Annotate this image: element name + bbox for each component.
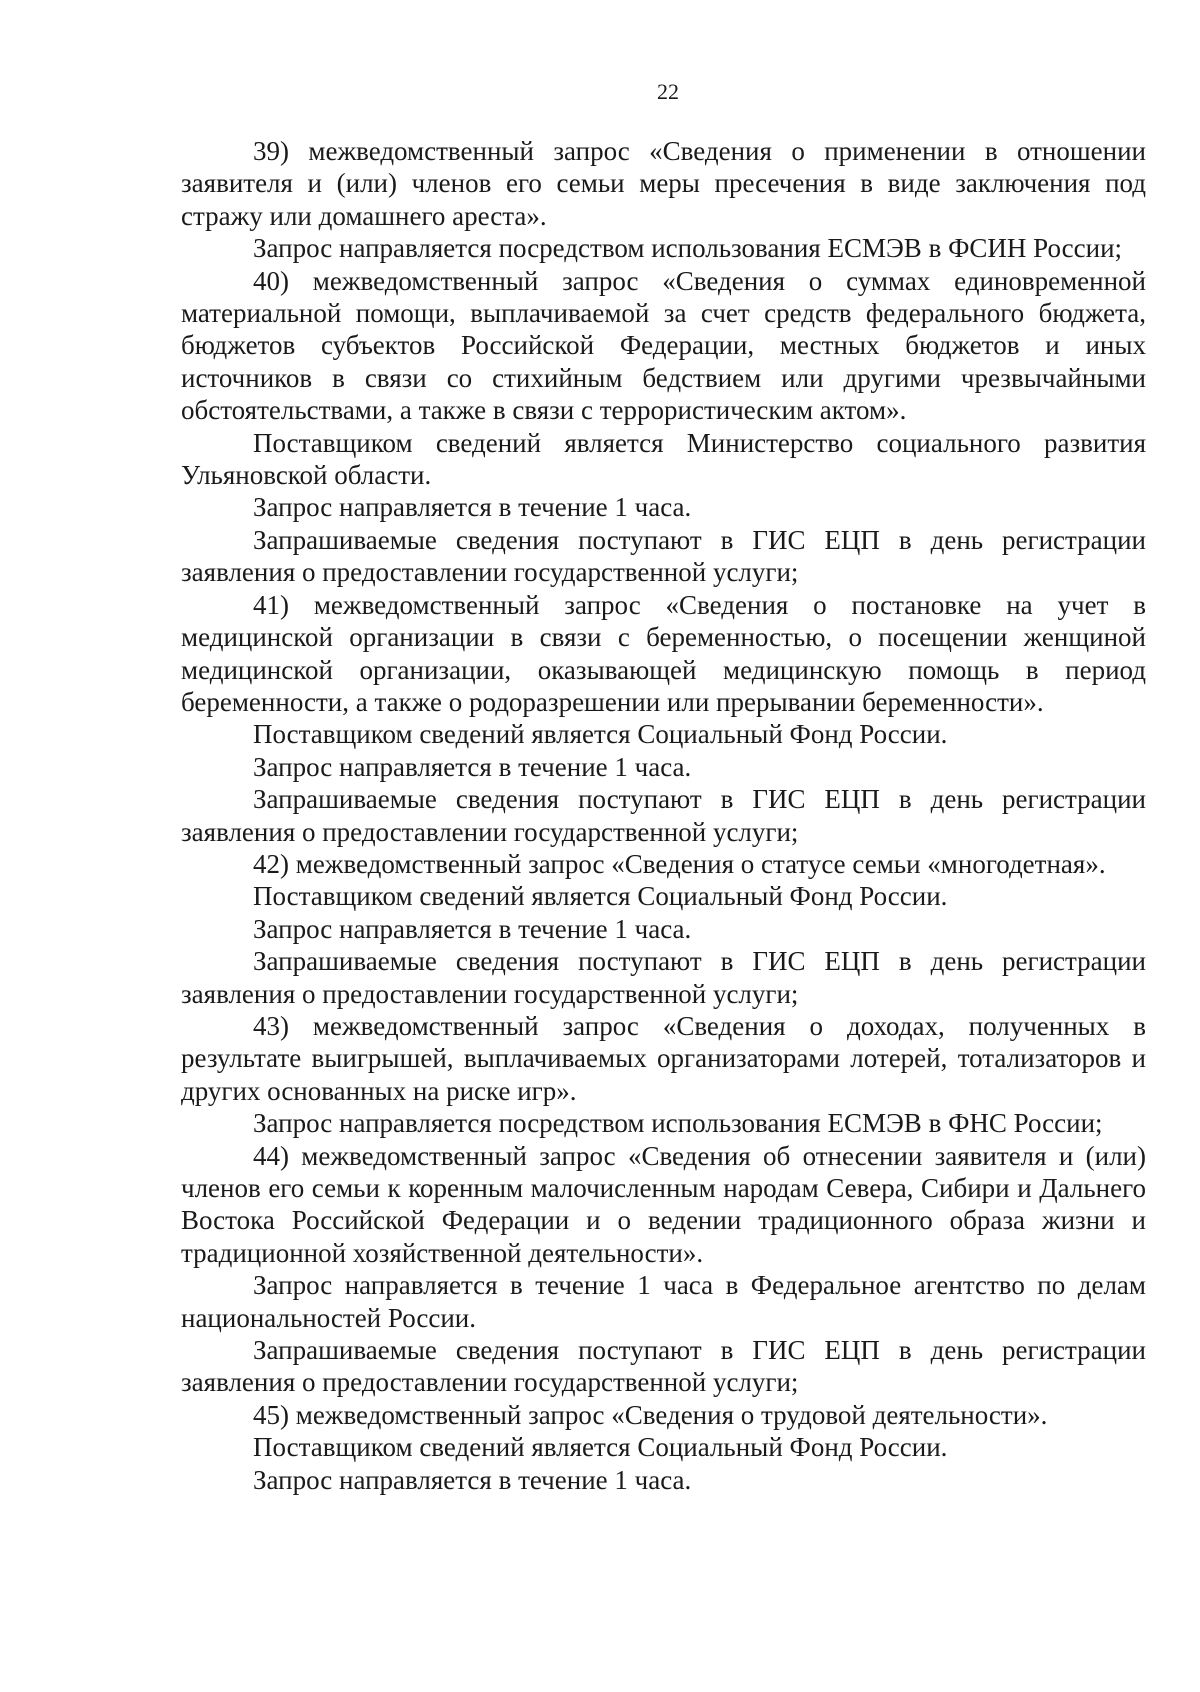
paragraph-41-timing: Запрос направляется в течение 1 часа.	[253, 751, 692, 782]
paragraph-43-method: Запрос направляется посредством использования ЕСМЭВ в ФНС России;	[253, 1108, 1103, 1139]
paragraph-44-timing: Запрос направляется в течение 1 часа в Федеральное агентство по делам национальностей России.	[181, 1270, 1146, 1333]
paragraph-40-receipt: Запрашиваемые сведения поступают в ГИС ЕЦП в день регистрации заявления о предоставлении государственной услуги;	[181, 524, 1146, 588]
paragraph-41-receipt: Запрашиваемые сведения поступают в ГИС ЕЦП в день регистрации заявления о предоставлении государственной услуги;	[181, 784, 1146, 847]
paragraph-41-request: 41) межведомственный запрос «Сведения о постановке на учет в медицинской организации в связи с беременностью, о посещении женщиной медицинской организации, оказывающей медицинскую помощь в период беременности, а также о родоразрешении или прерывании беременности».	[181, 589, 1146, 717]
paragraph-39-method: Запрос направляется посредством использования ЕСМЭВ в ФСИН России;	[253, 233, 1123, 264]
paragraph-44-request: 44) межведомственный запрос «Сведения об отнесении заявителя и (или) членов его семьи к коренным малочисленным народам Севера, Сибири и Дальнего Востока Российской Федерации и о ведении традиционного образа жизни и традиционной хозяйственной деятельности».	[181, 1140, 1146, 1268]
paragraph-40-timing: Запрос направляется в течение 1 часа.	[253, 492, 692, 523]
paragraph-42-timing: Запрос направляется в течение 1 часа.	[253, 913, 692, 944]
document-body	[181, 135, 1146, 1496]
paragraph-43-request: 43) межведомственный запрос «Сведения о доходах, полученных в результате выигрышей, выплачиваемых организаторами лотерей, тотализаторов и других основанных на риске игр».	[181, 1010, 1146, 1106]
paragraph-40-request: 40) межведомственный запрос «Сведения о суммах единовременной материальной помощи, выплачиваемой за счет средств федерального бюджета, бюджетов субъектов Российской Федерации, местных бюджетов и иных источников в связи со стихийным бедствием или другими чрезвычайными обстоятельствами, а также в связи с террористическим актом».	[181, 265, 1146, 426]
paragraph-42-supplier: Поставщиком сведений является Социальный Фонд России.	[253, 881, 948, 912]
paragraph-42-receipt: Запрашиваемые сведения поступают в ГИС ЕЦП в день регистрации заявления о предоставлении государственной услуги;	[181, 946, 1146, 1009]
page-number: 22	[657, 79, 679, 104]
paragraph-45-request: 45) межведомственный запрос «Сведения о трудовой деятельности».	[253, 1399, 1048, 1430]
paragraph-44-receipt: Запрашиваемые сведения поступают в ГИС ЕЦП в день регистрации заявления о предоставлении государственной услуги;	[181, 1335, 1146, 1398]
paragraph-45-supplier: Поставщиком сведений является Социальный Фонд России.	[253, 1432, 948, 1463]
paragraph-40-supplier: Поставщиком сведений является Министерство социального развития Ульяновской области.	[181, 427, 1146, 491]
paragraph-45-timing: Запрос направляется в течение 1 часа.	[253, 1464, 692, 1495]
paragraph-42-request: 42) межведомственный запрос «Сведения о статусе семьи «многодетная».	[253, 848, 1106, 879]
paragraph-41-supplier: Поставщиком сведений является Социальный Фонд России.	[253, 719, 948, 750]
paragraph-39-request: 39) межведомственный запрос «Сведения о применении в отношении заявителя и (или) членов его семьи меры пресечения в виде заключения под стражу или домашнего ареста».	[181, 136, 1146, 231]
